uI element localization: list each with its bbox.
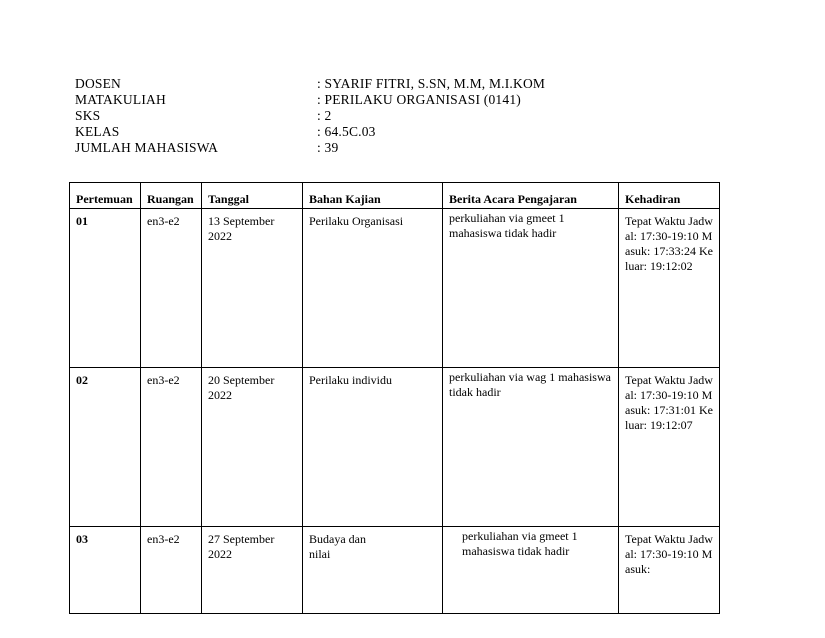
col-header-berita-acara: Berita Acara Pengajaran — [443, 183, 619, 209]
cell-bahan-kajian: Perilaku Organisasi — [303, 209, 443, 368]
cell-tanggal: 27 September 2022 — [202, 527, 303, 614]
cell-bahan-kajian: Budaya dan nilai — [303, 527, 443, 614]
cell-pertemuan: 03 — [70, 527, 141, 614]
cell-kehadiran: Tepat Waktu Jadwal: 17:30-19:10 Masuk: — [619, 527, 720, 614]
attendance-table — [69, 182, 720, 614]
table-row — [70, 368, 720, 527]
cell-bahan-kajian: Perilaku individu — [303, 368, 443, 527]
cell-berita-acara: perkuliahan via gmeet 1 mahasiswa tidak hadir — [443, 527, 619, 614]
label-jumlah-mahasiswa: JUMLAH MAHASISWA — [75, 140, 219, 155]
value-dosen: : SYARIF FITRI, S.SN, M.M, M.I.KOM — [317, 76, 546, 91]
cell-tanggal: 13 September 2022 — [202, 209, 303, 368]
value-kelas: : 64.5C.03 — [317, 124, 376, 139]
value-sks: : 2 — [317, 108, 332, 123]
cell-ruangan: en3-e2 — [141, 527, 202, 614]
value-jumlah-mahasiswa: : 39 — [317, 140, 339, 155]
cell-kehadiran: Tepat Waktu Jadwal: 17:30-19:10 Masuk: 17:33:24 Keluar: 19:12:02 — [619, 209, 720, 368]
label-kelas: KELAS — [75, 124, 120, 139]
cell-tanggal: 20 September 2022 — [202, 368, 303, 527]
col-header-pertemuan: Pertemuan — [70, 183, 141, 209]
cell-berita-acara: perkuliahan via gmeet 1 mahasiswa tidak hadir — [443, 209, 619, 368]
col-header-kehadiran: Kehadiran — [619, 183, 720, 209]
col-header-ruangan: Ruangan — [141, 183, 202, 209]
cell-ruangan: en3-e2 — [141, 209, 202, 368]
cell-ruangan: en3-e2 — [141, 368, 202, 527]
col-header-bahan-kajian: Bahan Kajian — [303, 183, 443, 209]
table-row — [70, 527, 720, 614]
cell-kehadiran: Tepat Waktu Jadwal: 17:30-19:10 Masuk: 17:31:01 Keluar: 19:12:07 — [619, 368, 720, 527]
label-matakuliah: MATAKULIAH — [75, 92, 166, 107]
value-matakuliah: : PERILAKU ORGANISASI (0141) — [317, 92, 521, 107]
table-row — [70, 209, 720, 368]
label-dosen: DOSEN — [75, 76, 122, 91]
col-header-tanggal: Tanggal — [202, 183, 303, 209]
table-header-row — [70, 183, 720, 209]
cell-pertemuan: 02 — [70, 368, 141, 527]
label-sks: SKS — [75, 108, 101, 123]
cell-pertemuan: 01 — [70, 209, 141, 368]
cell-berita-acara: perkuliahan via wag 1 mahasiswa tidak hadir — [443, 368, 619, 527]
